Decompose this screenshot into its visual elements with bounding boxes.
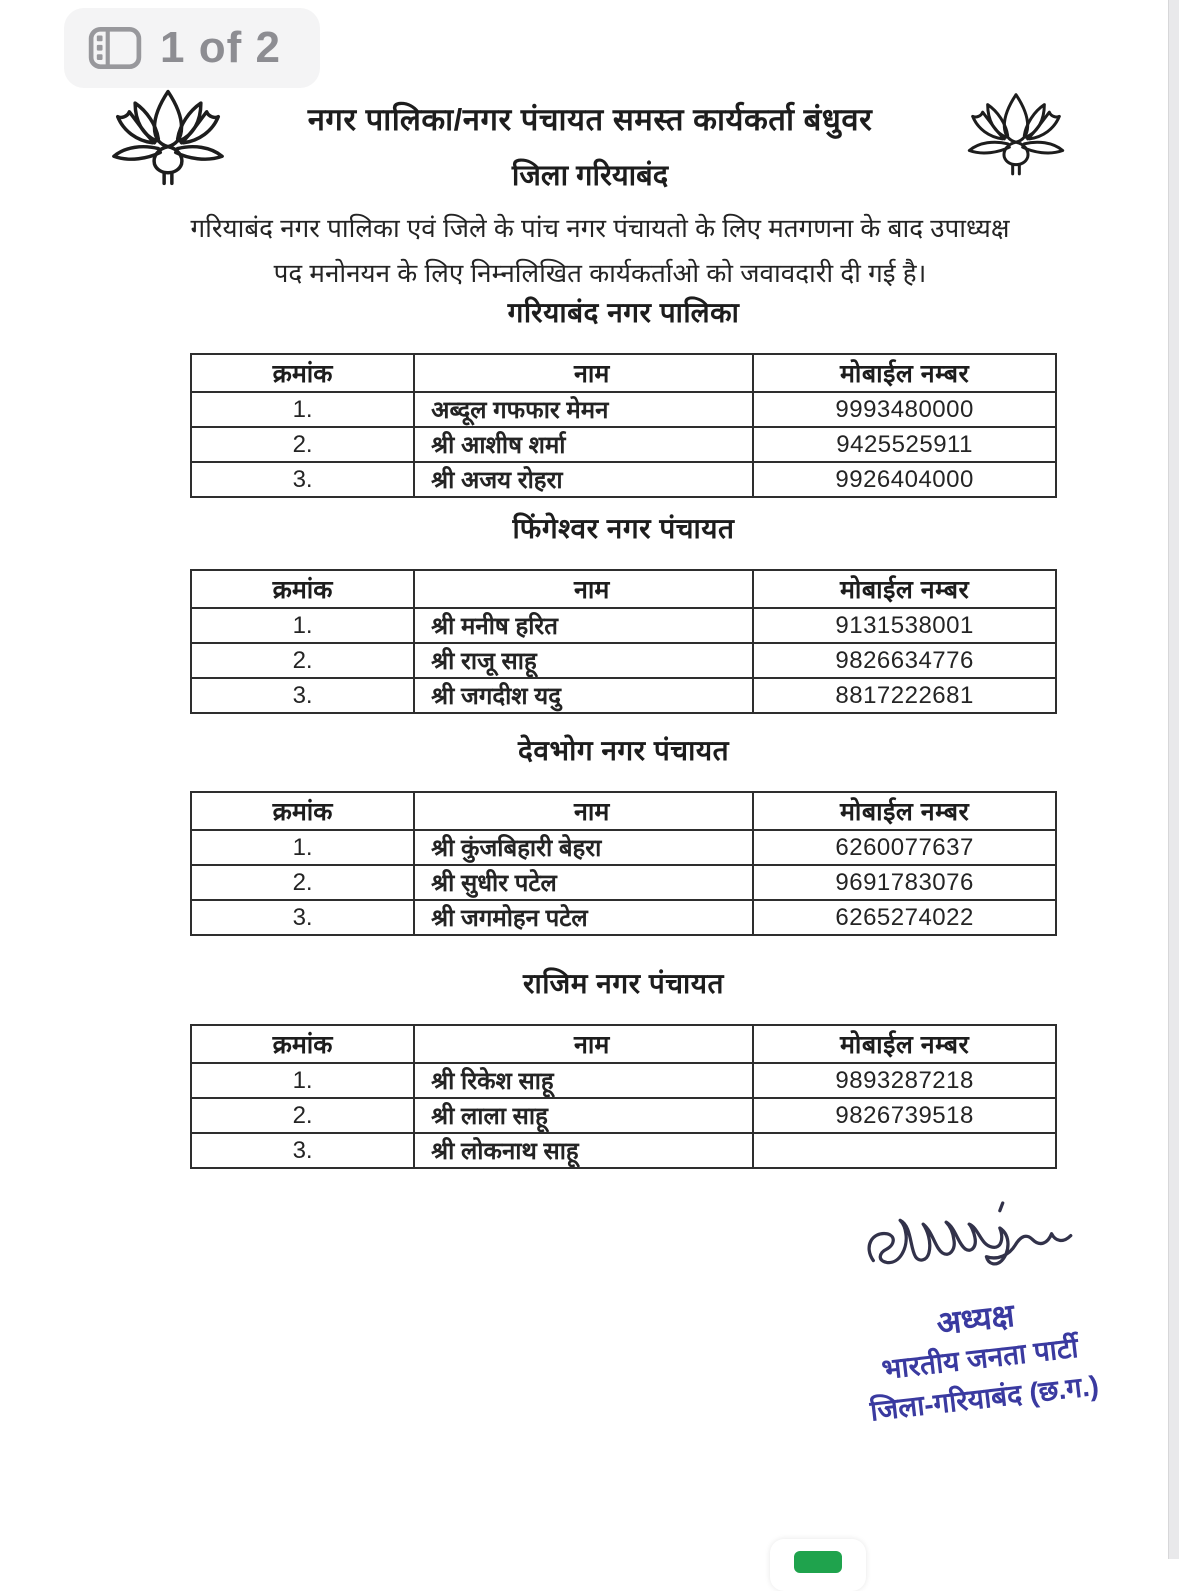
cell-mobile: 6260077637 (753, 830, 1056, 865)
section-title: देवभोग नगर पंचायत (517, 735, 730, 766)
cell-mobile: 9691783076 (753, 865, 1056, 900)
cell-serial: 2. (191, 865, 414, 900)
intro-line-1: गरियाबंद नगर पालिका एवं जिले के पांच नगर पंचायतो के लिए मतगणना के बाद उपाध्यक्ष (190, 213, 1010, 243)
section-title: फिंगेश्वर नगर पंचायत (512, 513, 735, 544)
roster-table (190, 569, 1057, 714)
cell-serial: 2. (191, 643, 414, 678)
cell-mobile: 8817222681 (753, 678, 1056, 713)
cell-mobile (753, 1133, 1056, 1168)
column-header-serial: क्रमांक (191, 354, 414, 392)
stamp-district: जिला-गरियाबंद (छ.ग.) (868, 1369, 1101, 1427)
cell-mobile: 9425525911 (753, 427, 1056, 462)
section-title: राजिम नगर पंचायत (523, 968, 724, 999)
cell-name: श्री जगदीश यदु (414, 678, 753, 713)
cell-mobile: 6265274022 (753, 900, 1056, 935)
cell-mobile: 9993480000 (753, 392, 1056, 427)
cell-serial: 3. (191, 462, 414, 497)
cell-serial: 3. (191, 1133, 414, 1168)
table-row (191, 1063, 1056, 1098)
column-header-serial: क्रमांक (191, 1025, 414, 1063)
column-header-mobile: मोबाईल नम्बर (753, 354, 1056, 392)
section-title: गरियाबंद नगर पालिका (507, 297, 740, 328)
viewer-edge-strip (1168, 0, 1179, 1559)
cell-name: श्री जगमोहन पटेल (414, 900, 753, 935)
table-header-row (191, 1025, 1056, 1063)
cell-name: श्री लोकनाथ साहू (414, 1133, 753, 1168)
cell-serial: 1. (191, 1063, 414, 1098)
cell-name: श्री मनीष हरित (414, 608, 753, 643)
column-header-name: नाम (414, 354, 753, 392)
column-header-serial: क्रमांक (191, 792, 414, 830)
table-header-row (191, 570, 1056, 608)
table-row (191, 865, 1056, 900)
column-header-name: नाम (414, 570, 753, 608)
table-header-row (191, 354, 1056, 392)
cell-serial: 1. (191, 608, 414, 643)
table-row (191, 643, 1056, 678)
table-row (191, 608, 1056, 643)
cell-mobile: 9893287218 (753, 1063, 1056, 1098)
cell-serial: 2. (191, 1098, 414, 1133)
table-row (191, 427, 1056, 462)
cell-name: श्री अजय रोहरा (414, 462, 753, 497)
document-subtitle: जिला गरियाबंद (511, 160, 669, 192)
cell-name: श्री सुधीर पटेल (414, 865, 753, 900)
table-row (191, 1098, 1056, 1133)
panchayat-section (190, 509, 1057, 714)
cell-name: श्री राजू साहू (414, 643, 753, 678)
table-row (191, 392, 1056, 427)
column-header-mobile: मोबाईल नम्बर (753, 792, 1056, 830)
handwritten-signature (858, 1195, 1088, 1305)
cell-mobile: 9826739518 (753, 1098, 1056, 1133)
panchayat-section (190, 964, 1057, 1169)
stamp-role: अध्यक्ष (934, 1296, 1017, 1342)
column-header-name: नाम (414, 1025, 753, 1063)
cell-serial: 2. (191, 427, 414, 462)
cell-mobile: 9131538001 (753, 608, 1056, 643)
column-header-serial: क्रमांक (191, 570, 414, 608)
panchayat-section (190, 293, 1057, 498)
cell-name: श्री आशीष शर्मा (414, 427, 753, 462)
document-title: नगर पालिका/नगर पंचायत समस्त कार्यकर्ता बंधुवर (307, 102, 873, 137)
column-header-mobile: मोबाईल नम्बर (753, 1025, 1056, 1063)
intro-paragraph (100, 206, 1100, 296)
bottom-app-button[interactable] (770, 1539, 866, 1591)
sidebar-thumbnails-icon[interactable] (88, 26, 142, 70)
cell-name: श्री कुंजबिहारी बेहरा (414, 830, 753, 865)
green-document-icon (794, 1551, 842, 1573)
column-header-name: नाम (414, 792, 753, 830)
roster-table (190, 353, 1057, 498)
cell-serial: 3. (191, 678, 414, 713)
roster-table (190, 1024, 1057, 1169)
cell-serial: 1. (191, 392, 414, 427)
cell-mobile: 9826634776 (753, 643, 1056, 678)
cell-mobile: 9926404000 (753, 462, 1056, 497)
table-row (191, 462, 1056, 497)
table-row (191, 1133, 1056, 1168)
page-indicator-label: 1 of 2 (160, 23, 281, 72)
column-header-mobile: मोबाईल नम्बर (753, 570, 1056, 608)
roster-table (190, 791, 1057, 936)
cell-serial: 1. (191, 830, 414, 865)
cell-name: अब्दूल गफफार मेमन (414, 392, 753, 427)
table-header-row (191, 792, 1056, 830)
table-row (191, 900, 1056, 935)
stamp-party: भारतीय जनता पार्टी (880, 1331, 1080, 1386)
signature-block (820, 1195, 1140, 1427)
cell-serial: 3. (191, 900, 414, 935)
table-row (191, 678, 1056, 713)
table-row (191, 830, 1056, 865)
panchayat-section (190, 731, 1057, 936)
cell-name: श्री लाला साहू (414, 1098, 753, 1133)
intro-line-2: पद मनोनयन के लिए निम्नलिखित कार्यकर्ताओ को जवावदारी दी गई है। (273, 258, 927, 288)
page-indicator-pill[interactable] (64, 8, 320, 88)
cell-name: श्री रिकेश साहू (414, 1063, 753, 1098)
